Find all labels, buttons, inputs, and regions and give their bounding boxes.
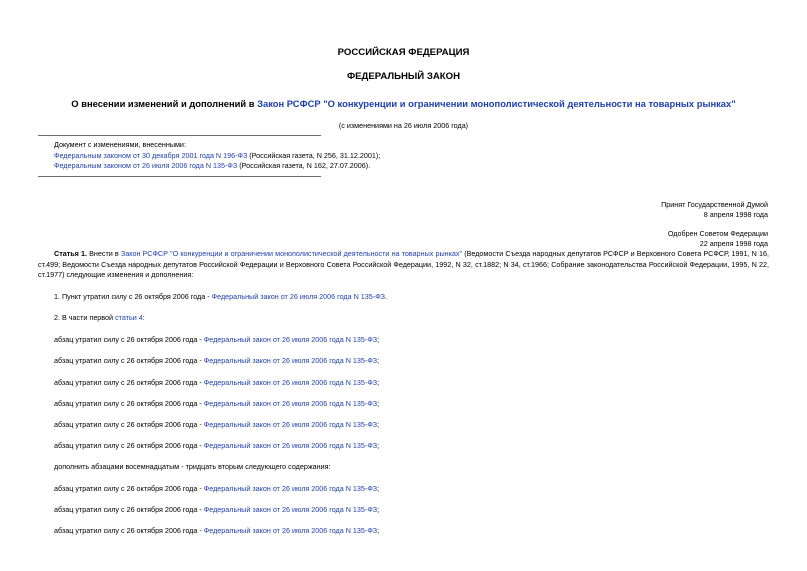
repealed-law-link[interactable]: Федеральный закон от 26 июля 2006 года N 135-ФЗ: [203, 505, 378, 514]
item-1-text: 1. Пункт утратил силу с 26 октября 2006 года -: [54, 292, 212, 301]
amendment-item: [54, 161, 370, 170]
repealed-paragraph: [54, 378, 379, 387]
item-2-end: :: [142, 313, 145, 322]
repealed-end: ;: [377, 356, 380, 365]
edition-note: (с изменениями на 26 июля 2006 года): [338, 121, 469, 130]
repealed-text: абзац утратил силу с 26 октября 2006 года -: [54, 526, 204, 535]
title-prefix: О внесении изменений и дополнений в: [71, 98, 258, 109]
title-law-link[interactable]: Закон РСФСР "О конкуренции и ограничении монополистической деятельности на товарных рынках": [257, 98, 736, 109]
repealed-paragraph: [54, 335, 379, 344]
repealed-end: ;: [377, 420, 380, 429]
article-1-text-after: (Ведомости Съезда народных депутатов РСФСР и Верховного Совета РСФСР, 1991, N 16, ст.499; Ведомости Съезда народных депутатов Российской Федерации и Верховного Совета Российской Федерации, 1992, N 32, ст.1882; N 34, ст.1966; Собрание законодательства Российской Федерации, 1995, N 22, ст.1977) следующие изменения и дополнения:: [38, 249, 769, 280]
country-heading: РОССИЙСКАЯ ФЕДЕРАЦИЯ: [337, 47, 470, 58]
repealed-text: абзац утратил силу с 26 октября 2006 года -: [54, 441, 204, 450]
amendment-link-2001[interactable]: Федеральным законом от 30 декабря 2001 года N 196-ФЗ: [54, 151, 248, 160]
repealed-text: абзац утратил силу с 26 октября 2006 года -: [54, 505, 204, 514]
duma-adoption-date: 8 апреля 1998 года: [703, 210, 768, 219]
repealed-text: абзац утратил силу с 26 октября 2006 года -: [54, 335, 204, 344]
amendments-top-divider: [38, 135, 321, 136]
repealed-paragraph: [54, 420, 379, 429]
repealed-text: абзац утратил силу с 26 октября 2006 года -: [54, 378, 204, 387]
repealed-paragraph: [54, 505, 379, 514]
repealed-law-link[interactable]: Федеральный закон от 26 июля 2006 года N 135-ФЗ: [203, 356, 378, 365]
repealed-paragraph: [54, 441, 379, 450]
repealed-paragraph: [54, 484, 379, 493]
repealed-end: ;: [377, 441, 380, 450]
supplement-paragraph: дополнить абзацами восемнадцатым - тридцать вторым следующего содержания:: [54, 462, 331, 471]
council-approval-date: 22 апреля 1998 года: [699, 239, 768, 248]
repealed-text: абзац утратил силу с 26 октября 2006 года -: [54, 356, 204, 365]
repealed-paragraph: [54, 526, 379, 535]
amendment-link-2006[interactable]: Федеральным законом от 26 июля 2006 года N 135-ФЗ: [54, 161, 238, 170]
item-1: [54, 292, 387, 301]
repealed-end: ;: [377, 484, 380, 493]
repealed-paragraph: [54, 356, 379, 365]
repealed-paragraph: [54, 399, 379, 408]
repealed-law-link[interactable]: Федеральный закон от 26 июля 2006 года N 135-ФЗ: [203, 378, 378, 387]
article-1-text: Внести в: [86, 249, 121, 258]
repealed-text: абзац утратил силу с 26 октября 2006 года -: [54, 399, 204, 408]
article-4-link[interactable]: статьи 4: [115, 313, 143, 322]
article-1-law-link[interactable]: Закон РСФСР "О конкуренции и ограничении монополистической деятельности на товарных рынках": [120, 249, 463, 258]
repealed-text: абзац утратил силу с 26 октября 2006 года -: [54, 484, 204, 493]
item-2-text: 2. В части первой: [54, 313, 116, 322]
repealed-text: абзац утратил силу с 26 октября 2006 года -: [54, 420, 204, 429]
repealed-law-link[interactable]: Федеральный закон от 26 июля 2006 года N 135-ФЗ: [203, 484, 378, 493]
item-1-end: .: [385, 292, 388, 301]
amendments-bottom-divider: [38, 176, 321, 177]
repealed-law-link[interactable]: Федеральный закон от 26 июля 2006 года N 135-ФЗ: [203, 420, 378, 429]
repealed-end: ;: [377, 378, 380, 387]
amendment-item: [54, 151, 380, 160]
repealed-law-link[interactable]: Федеральный закон от 26 июля 2006 года N 135-ФЗ: [203, 399, 378, 408]
document-title: [0, 98, 807, 109]
item-2: [54, 313, 145, 322]
council-approval-line1: Одобрен Советом Федерации: [667, 229, 768, 238]
amendment-source: (Российская газета, N 162, 27.07.2006).: [237, 161, 371, 170]
duma-adoption-line1: Принят Государственной Думой: [661, 200, 768, 209]
item-1-law-link[interactable]: Федеральный закон от 26 июля 2006 года N 135-ФЗ: [211, 292, 386, 301]
repealed-law-link[interactable]: Федеральный закон от 26 июля 2006 года N 135-ФЗ: [203, 526, 378, 535]
repealed-end: ;: [377, 399, 380, 408]
repealed-end: ;: [377, 526, 380, 535]
article-1-label: Статья 1.: [54, 249, 87, 258]
amendment-source: (Российская газета, N 256, 31.12.2001);: [247, 151, 381, 160]
repealed-end: ;: [377, 335, 380, 344]
amendments-intro: Документ с изменениями, внесенными:: [54, 140, 186, 149]
repealed-law-link[interactable]: Федеральный закон от 26 июля 2006 года N 135-ФЗ: [203, 335, 378, 344]
article-1-paragraph: [38, 249, 769, 281]
repealed-law-link[interactable]: Федеральный закон от 26 июля 2006 года N 135-ФЗ: [203, 441, 378, 450]
doc-type-heading: ФЕДЕРАЛЬНЫЙ ЗАКОН: [346, 71, 461, 82]
repealed-end: ;: [377, 505, 380, 514]
